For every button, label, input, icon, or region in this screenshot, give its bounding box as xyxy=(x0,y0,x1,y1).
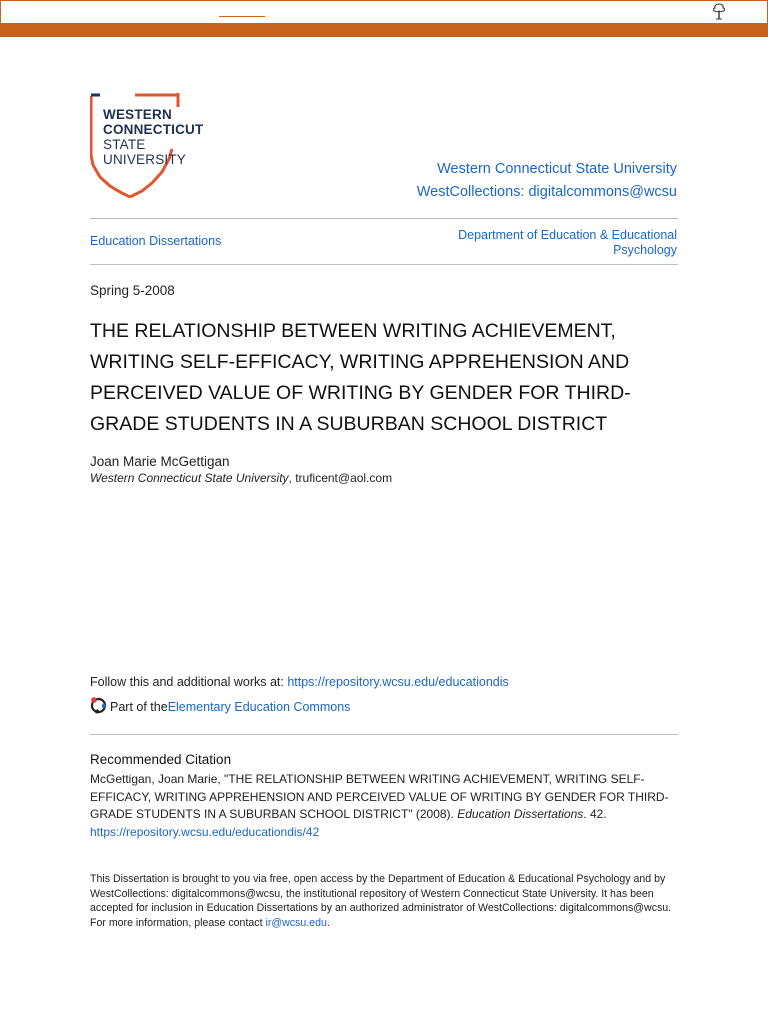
publication-date: Spring 5-2008 xyxy=(90,283,175,298)
notice-end: . xyxy=(326,916,330,929)
affiliation-institution: Western Connecticut State University xyxy=(90,471,289,485)
tree-icon[interactable] xyxy=(710,2,728,26)
follow-text: Follow this and additional works at: xyxy=(90,675,288,689)
institution-link[interactable]: Western Connecticut State University xyxy=(437,161,677,177)
citation-heading: Recommended Citation xyxy=(90,752,232,767)
toolbar-underline xyxy=(219,16,265,17)
author-email: , truficent@aol.com xyxy=(288,471,393,485)
follow-line xyxy=(90,675,509,689)
paper-title: THE RELATIONSHIP BETWEEN WRITING ACHIEVEMENT, WRITING SELF-EFFICACY, WRITING APPREHENSION AND PERCEIVED VALUE OF WRITING BY GENDER FOR THIRD-GRADE STUDENTS IN A SUBURBAN SCHOOL DISTRICT xyxy=(90,320,631,435)
citation-journal: Education Dissertations xyxy=(457,807,584,821)
follow-url-link[interactable]: https://repository.wcsu.edu/educationdis xyxy=(287,675,509,689)
part-of-line xyxy=(90,697,350,717)
citation-url-link[interactable]: https://repository.wcsu.edu/educationdis/42 xyxy=(90,824,320,839)
divider xyxy=(90,218,678,219)
citation-text xyxy=(90,771,680,841)
notice-text: This Dissertation is brought to you via free, open access by the Department of Education & Educational Psychology and by WestCollections: digitalcommons@wcsu, the institutional repository of Western Connecticut State University. It has been accepted for inclusion in Education Dissertations by an authorized administrator of WestCollections: digitalcommons@wcsu. For more information, please contact xyxy=(90,873,672,929)
divider xyxy=(90,734,678,735)
logo-line-1: WESTERN xyxy=(103,107,172,122)
part-of-text: Part of the xyxy=(110,700,168,714)
author-name: Joan Marie McGettigan xyxy=(90,454,230,469)
header-band xyxy=(0,24,768,37)
series-link[interactable]: Education Dissertations xyxy=(90,234,222,248)
citation-body: McGettigan, Joan Marie, "THE RELATIONSHIP BETWEEN WRITING ACHIEVEMENT, WRITING SELF-EFFICACY, WRITING APPREHENSION AND PERCEIVED VALUE OF WRITING BY GENDER FOR THIRD-GRADE STUDENTS IN A SUBURBAN SCHOOL DISTRICT" (2008). xyxy=(90,772,669,821)
author-affiliation xyxy=(90,471,392,485)
logo-line-2: CONNECTICUT xyxy=(103,122,204,137)
creative-commons-network-icon xyxy=(90,697,107,717)
commons-link[interactable]: Elementary Education Commons xyxy=(167,700,351,714)
top-toolbar xyxy=(0,0,768,24)
divider xyxy=(90,264,678,265)
logo-line-3: STATE xyxy=(103,137,146,152)
citation-number: . 42. xyxy=(583,807,607,821)
logo-line-4: UNIVERSITY xyxy=(103,152,187,167)
access-notice xyxy=(90,872,680,930)
department-link[interactable]: Department of Education & Educational Psychology xyxy=(458,228,677,257)
repository-link[interactable]: WestCollections: digitalcommons@wcsu xyxy=(416,184,677,200)
contact-email-link[interactable]: ir@wcsu.edu xyxy=(265,916,327,929)
